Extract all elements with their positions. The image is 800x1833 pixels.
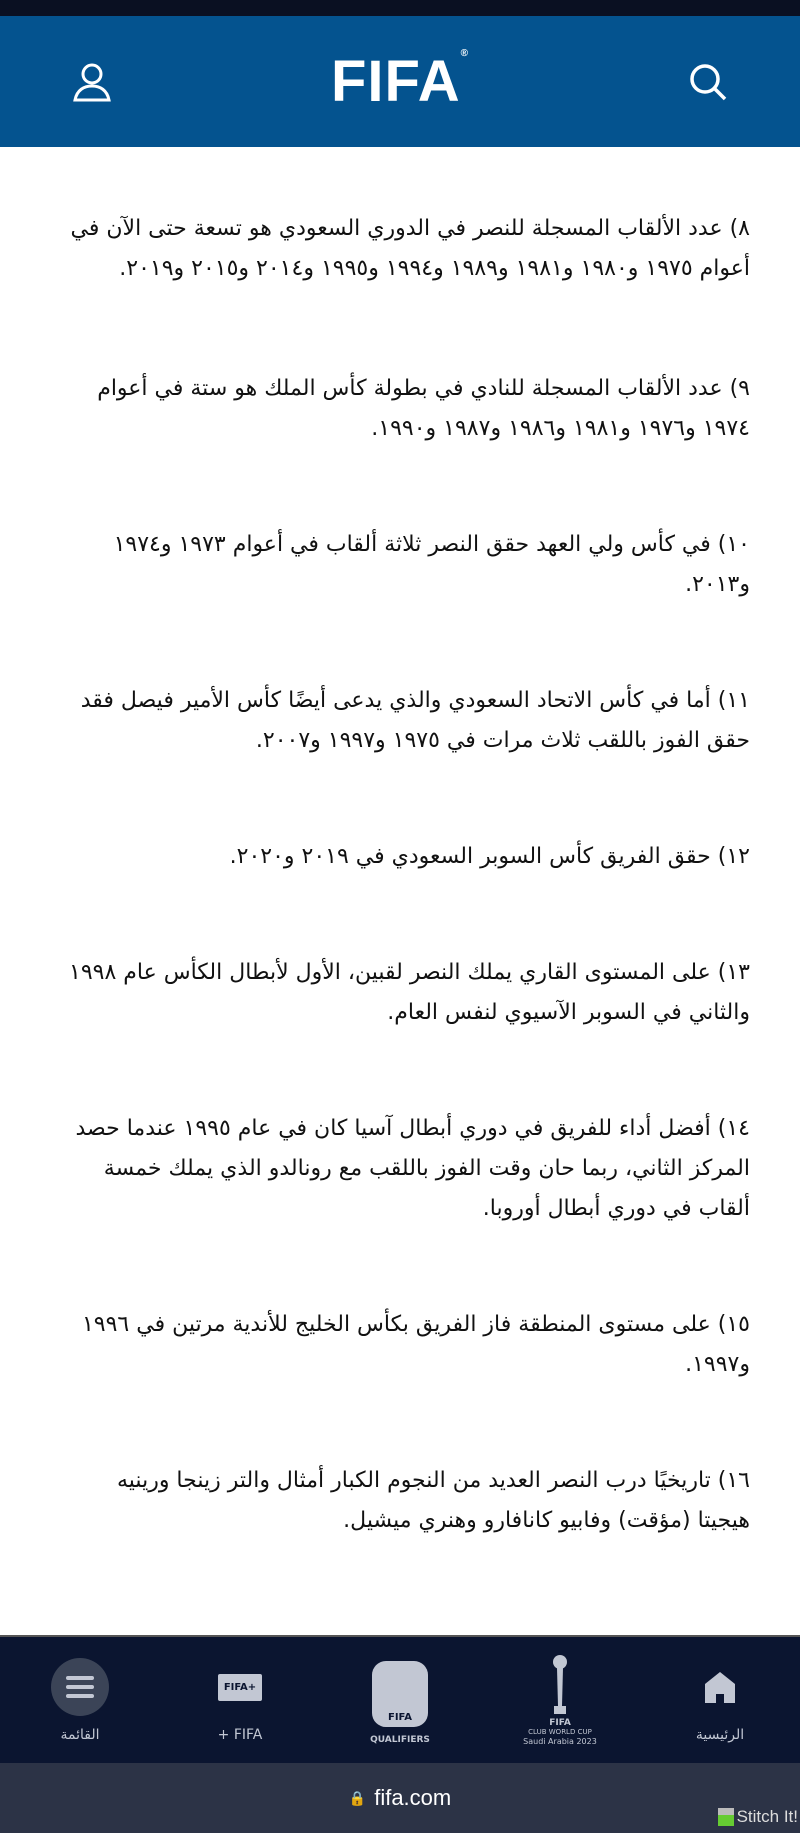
- nav-menu-label: القائمة: [60, 1727, 100, 1743]
- nav-qualifiers[interactable]: [330, 1655, 470, 1745]
- cwc-location: Saudi Arabia 2023: [523, 1736, 597, 1746]
- article-paragraph: ٨) عدد الألقاب المسجلة للنصر في الدوري السعودي هو تسعة حتى الآن في أعوام ١٩٧٥ و١٩٨٠ و١٩٨١ و١٩٨٩ و١٩٩٤ و١٩٩٥ و٢٠١٤ و٢٠١٥ و٢٠١٩.: [70, 216, 750, 281]
- article-paragraph: ٩) عدد الألقاب المسجلة للنادي في بطولة كأس الملك هو ستة في أعوام ١٩٧٤ و١٩٧٦ و١٩٨١ و١٩٨٦ و١٩٨٧ و١٩٩٠.: [97, 376, 750, 441]
- url-text: fifa.com: [374, 1785, 452, 1810]
- article-paragraph: ١٢) حقق الفريق كأس السوبر السعودي في ٢٠١٩ و٢٠٢٠.: [229, 844, 750, 869]
- article-paragraph: ١٦) تاريخيًا درب النصر العديد من النجوم الكبار أمثال والتر زينجا ورينيه هيجيتا (مؤقت) وفابيو كانافارو وهنري ميشيل.: [117, 1468, 750, 1533]
- stitch-it-badge[interactable]: [718, 1807, 798, 1827]
- fifa-plus-icon: FIFA+: [218, 1674, 262, 1701]
- nav-home[interactable]: [650, 1657, 790, 1743]
- trophy-icon: [550, 1654, 570, 1718]
- search-icon[interactable]: [686, 60, 730, 104]
- article-paragraph: ١٥) على مستوى المنطقة فاز الفريق بكأس الخليج للأندية مرتين في ١٩٩٦ و١٩٩٧.: [81, 1312, 750, 1377]
- nav-qualifiers-label: QUALIFIERS: [370, 1735, 430, 1745]
- nav-club-world-cup[interactable]: [490, 1654, 630, 1747]
- home-icon: [703, 1671, 737, 1703]
- nav-home-label: الرئيسية: [695, 1727, 745, 1743]
- stitch-icon: [718, 1808, 734, 1826]
- nav-menu[interactable]: [10, 1657, 150, 1743]
- fifa-logo[interactable]: FIFA®: [330, 48, 470, 114]
- qualifiers-26-icon: [372, 1655, 428, 1733]
- qualifiers-logo: FIFA: [372, 1661, 428, 1727]
- stitch-label: Stitch It!: [736, 1807, 798, 1826]
- site-header: [0, 16, 800, 147]
- user-icon[interactable]: [70, 60, 114, 104]
- menu-icon: [51, 1658, 109, 1716]
- nav-fifa-plus-label: + FIFA: [217, 1727, 263, 1743]
- fifa-logo-text: FIFA: [330, 49, 461, 114]
- article-paragraph: ١٠) في كأس ولي العهد حقق النصر ثلاثة ألقاب في أعوام ١٩٧٣ و١٩٧٤ و٢٠١٣.: [113, 532, 750, 597]
- cwc-subtitle: CLUB WORLD CUP: [528, 1727, 592, 1736]
- article-paragraph: ١١) أما في كأس الاتحاد السعودي والذي يدعى أيضًا كأس الأمير فيصل فقد حقق الفوز باللقب ثلاث مرات في ١٩٧٥ و١٩٩٧ و٢٠٠٧.: [80, 688, 750, 753]
- nav-fifa-plus[interactable]: [170, 1657, 310, 1743]
- article-paragraph: ١٤) أفضل أداء للفريق في دوري أبطال آسيا كان في عام ١٩٩٥ عندما حصد المركز الثاني، ربما حان وقت الفوز باللقب مع رونالدو الذي يملك خمسة ألقاب في دوري أبطال أوروبا.: [75, 1116, 750, 1221]
- bottom-nav: [0, 1635, 800, 1763]
- cwc-title: FIFA: [549, 1717, 571, 1728]
- article-paragraph: ١٣) على المستوى القاري يملك النصر لقبين، الأول لأبطال الكأس عام ١٩٩٨ والثاني في السوبر الآسيوي لنفس العام.: [69, 960, 750, 1025]
- lock-icon: 🔒: [348, 1789, 367, 1806]
- browser-url-bar[interactable]: [0, 1763, 800, 1833]
- article-body: [0, 147, 800, 1541]
- status-bar: [0, 0, 800, 16]
